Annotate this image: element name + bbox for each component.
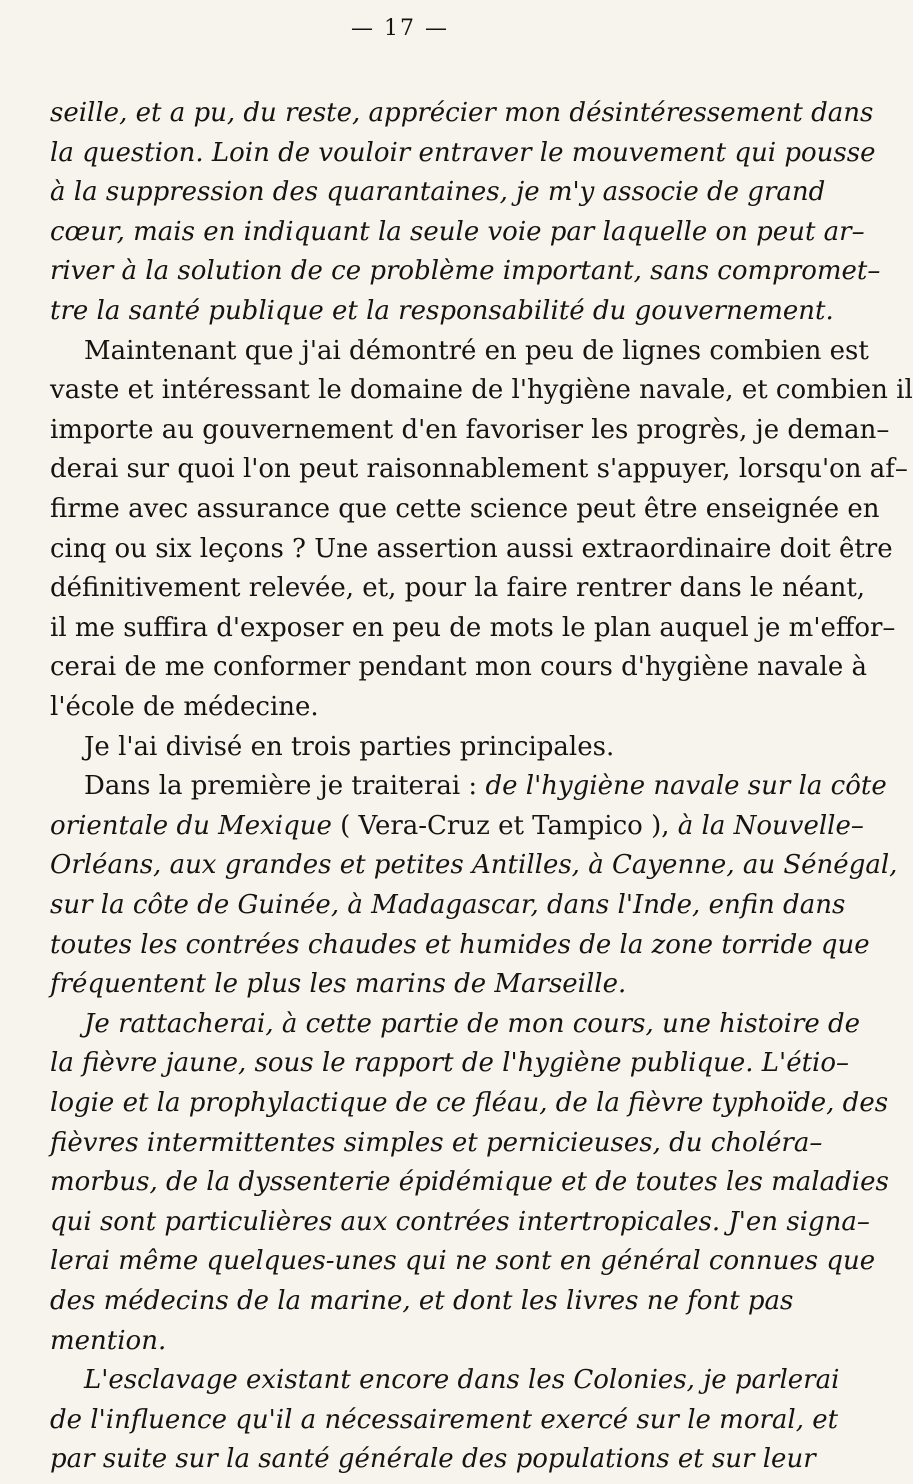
text-line <box>84 726 760 768</box>
roman-text: vaste et intéressant le domaine de l'hygiène navale, et combien il <box>50 375 913 406</box>
text-line <box>50 1320 760 1362</box>
text-line <box>50 1122 823 1164</box>
italic-text: river à la solution de ce problème important, sans compromet– <box>50 256 881 287</box>
text-line <box>50 1240 876 1282</box>
italic-text: de l'hygiène navale sur la côte <box>485 771 887 802</box>
italic-text: orientale du Mexique <box>50 810 332 841</box>
italic-text: logie et la prophylactique de ce fléau, de la fièvre typhoïde, des <box>50 1088 889 1118</box>
text-line <box>50 1161 889 1203</box>
italic-text: fièvres intermittentes simples et pernicieuses, du choléra– <box>50 1127 823 1158</box>
text-line <box>84 1003 861 1045</box>
italic-text: la question. Loin de vouloir entraver le mouvement qui pousse <box>50 137 876 168</box>
roman-text: il me suffira d'exposer en peu de mots le plan auquel je m'effor– <box>50 612 896 643</box>
text-line <box>84 1359 840 1401</box>
text-line <box>50 686 760 728</box>
italic-text: à la suppression des quarantaines, je m'y associe de grand <box>50 177 826 208</box>
text-line <box>50 1438 816 1480</box>
text-line <box>50 924 870 966</box>
text-line <box>50 369 913 411</box>
italic-text: L'esclavage existant encore dans les Colonies, je parlerai <box>84 1365 840 1396</box>
roman-text: cinq ou six leçons ? Une assertion aussi extraordinaire doit être <box>50 533 893 564</box>
text-line <box>50 528 893 570</box>
text-line <box>50 805 864 847</box>
text-line <box>50 290 834 332</box>
roman-text: Maintenant que j'ai démontré en peu de lignes combien est <box>84 335 869 366</box>
italic-text: qui sont particulières aux contrées intertropicales. J'en signa– <box>50 1206 870 1237</box>
italic-text: à la Nouvelle– <box>677 810 864 841</box>
text-line <box>50 1201 870 1243</box>
roman-text: importe au gouvernement d'en favoriser les progrès, je deman– <box>50 414 890 445</box>
roman-text: firme avec assurance que cette science peut être enseignée en <box>50 494 880 524</box>
text-line <box>50 211 865 253</box>
roman-text: l'école de médecine. <box>50 692 319 722</box>
italic-text: mention. <box>50 1325 167 1356</box>
italic-text: fréquentent le plus les marins de Marseille. <box>50 969 627 1000</box>
roman-text: Je l'ai divisé en trois parties principales. <box>84 731 615 762</box>
italic-text: de l'influence qu'il a nécessairement exercé sur le moral, et <box>50 1404 839 1435</box>
italic-text: par suite sur la santé générale des populations et sur leur <box>50 1444 816 1475</box>
italic-text: Je rattacherai, à cette partie de mon cours, une histoire de <box>84 1008 861 1039</box>
text-line <box>50 250 881 292</box>
text-line <box>50 607 896 649</box>
italic-text: lerai même quelques-unes qui ne sont en général connues que <box>50 1246 876 1277</box>
text-line <box>50 646 868 688</box>
roman-text: définitivement relevée, et, pour la faire rentrer dans le néant, <box>50 573 866 604</box>
text-line <box>50 1082 889 1124</box>
text-line <box>50 448 908 490</box>
text-line <box>50 844 898 886</box>
text-line <box>50 92 874 134</box>
italic-text: morbus, de la dyssenterie épidémique et de toutes les maladies <box>50 1167 889 1198</box>
italic-text: Orléans, aux grandes et petites Antilles, à Cayenne, au Sénégal, <box>50 850 898 881</box>
text-line <box>50 884 846 926</box>
italic-text: tre la santé publique et la responsabilité du gouvernement. <box>50 296 834 326</box>
text-line <box>50 488 880 530</box>
text-line <box>50 409 890 451</box>
roman-text: cerai de me conformer pendant mon cours d'hygiène navale à <box>50 652 868 683</box>
text-line <box>50 963 760 1005</box>
italic-text: sur la côte de Guinée, à Madagascar, dans l'Inde, enfin dans <box>50 890 846 920</box>
italic-text: la fièvre jaune, sous le rapport de l'hygiène publique. L'étio– <box>50 1048 849 1079</box>
italic-text: cœur, mais en indiquant la seule voie par laquelle on peut ar– <box>50 216 865 247</box>
text-line <box>50 567 866 609</box>
page-number: — 17 — <box>351 16 449 41</box>
roman-text: ( Vera-Cruz et Tampico ), <box>331 810 678 841</box>
text-line <box>84 765 887 807</box>
italic-text: des médecins de la marine, et dont les livres ne font pas <box>50 1286 794 1316</box>
text-line <box>84 330 869 372</box>
text-line <box>50 1399 839 1441</box>
text-line <box>50 1042 849 1084</box>
italic-text: toutes les contrées chaudes et humides de la zone torride que <box>50 929 870 960</box>
text-line <box>50 1280 794 1322</box>
italic-text: seille, et a pu, du reste, apprécier mon désintéressement dans <box>50 98 874 128</box>
roman-text: derai sur quoi l'on peut raisonnablement s'appuyer, lorsqu'on af– <box>50 454 908 485</box>
roman-text: Dans la première je traiterai : <box>84 771 486 802</box>
text-line <box>50 132 876 174</box>
text-line <box>50 171 826 213</box>
